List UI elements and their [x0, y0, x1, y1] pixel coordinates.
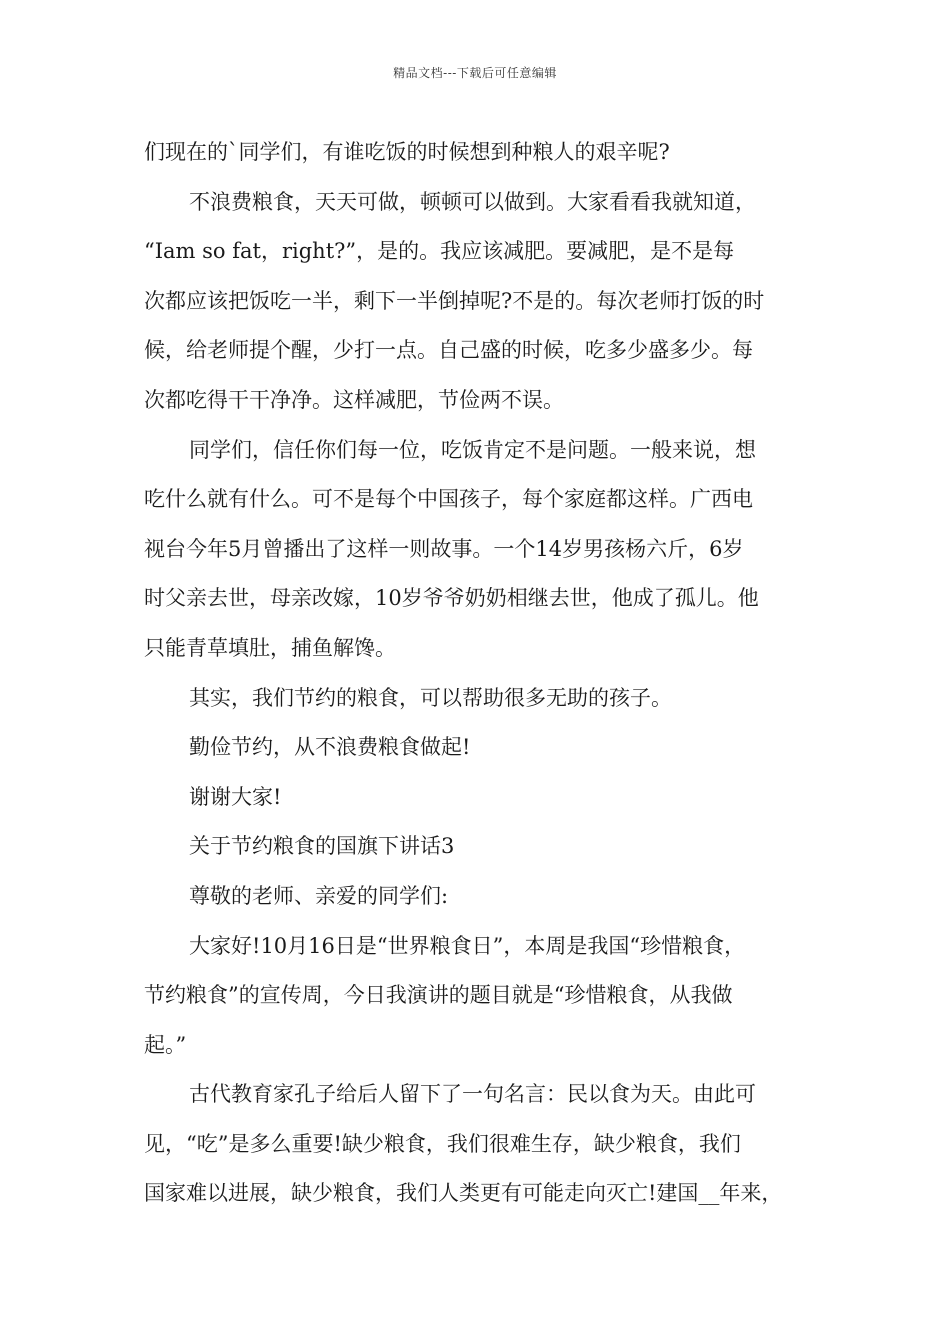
text-line: 候，给老师提个醒，少打一点。自己盛的时候，吃多少盛多少。每	[144, 338, 753, 363]
text-line: 视台今年5月曾播出了这样一则故事。一个14岁男孩杨六斤，6岁	[144, 536, 744, 561]
text-line: 次都应该把饭吃一半，剩下一半倒掉呢?不是的。每次老师打饭的时	[144, 288, 765, 313]
page-header: 精品文档---下载后可任意编辑	[393, 66, 557, 80]
text-line: 次都吃得干干净净。这样减肥，节俭两不误。	[144, 387, 564, 412]
text-line: 不浪费粮食，天天可做，顿顿可以做到。大家看看我就知道，	[189, 189, 756, 214]
text-line: 起。”	[144, 1032, 187, 1057]
text-line: 谢谢大家!	[189, 784, 282, 809]
text-line: 们现在的`同学们，有谁吃饭的时候想到种粮人的艰辛呢?	[144, 140, 670, 164]
text-line: 节约粮食”的宣传周，今日我演讲的题目就是“珍惜粮食，从我做	[144, 983, 733, 1008]
document-body	[144, 128, 824, 1219]
text-line: 古代教育家孔子给后人留下了一句名言：民以食为天。由此可	[189, 1082, 756, 1107]
text-line: 吃什么就有什么。可不是每个中国孩子，每个家庭都这样。广西电	[144, 487, 753, 512]
text-line: “Iam so fat，right?”，是的。我应该减肥。要减肥，是不是每	[144, 239, 735, 264]
text-line: 勤俭节约，从不浪费粮食做起!	[189, 735, 471, 760]
text-line: 国家难以进展，缺少粮食，我们人类更有可能走向灭亡!建国__年来，	[144, 1181, 783, 1206]
text-line: 其实，我们节约的粮食，可以帮助很多无助的孩子。	[189, 685, 672, 710]
text-line: 只能青草填肚，捕鱼解馋。	[144, 635, 396, 660]
text-line: 见，“吃”是多么重要!缺少粮食，我们很难生存，缺少粮食，我们	[144, 1131, 741, 1156]
text-line: 大家好!10月16日是“世界粮食日”，本周是我国“珍惜粮食，	[189, 933, 746, 958]
text-line: 时父亲去世，母亲改嫁，10岁爷爷奶奶相继去世，他成了孤儿。他	[144, 586, 759, 611]
text-line: 关于节约粮食的国旗下讲话3	[189, 834, 455, 859]
text-line: 同学们，信任你们每一位，吃饭肯定不是问题。一般来说，想	[189, 437, 756, 462]
text-line: 尊敬的老师、亲爱的同学们:	[189, 883, 449, 908]
